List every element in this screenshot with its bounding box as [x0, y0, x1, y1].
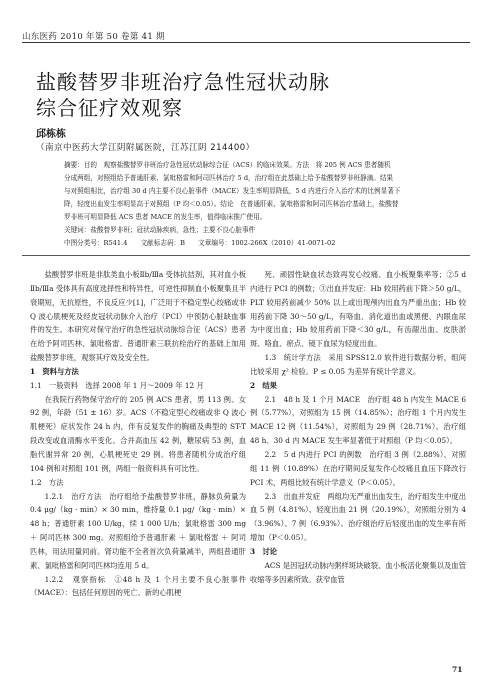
- article-title-line-1: 盐酸替罗非班治疗急性冠状动脉: [36, 70, 330, 94]
- author-name: 邱栋栋: [36, 129, 66, 140]
- abstract-line: 摘要：目的 观察盐酸替罗非班治疗急性冠状动脉综合征（ACS）的临床效果。方法 将 205 例 ACS 患者随机: [64, 161, 391, 169]
- journal-header: 山东医药 2010 年第 50 卷第 41 期: [22, 32, 165, 42]
- page-number: 71: [452, 665, 463, 674]
- author-affiliation: （南京中医药大学江阴附属医院，江苏江阴 214400）: [36, 143, 255, 153]
- section-heading: 1 资料与方法: [30, 366, 79, 376]
- body-paragraph: 2.2 5 d 内进行 PCI 的例数 治疗组 3 例（2.88%）、对照组 11 例（10.89%）在治疗期间反复发作心绞痛且血压下降改行 PCI 术，两组比较有统计学意义（P＜0.05）。: [250, 449, 466, 487]
- body-paragraph: 在我院行药物保守治疗的 205 例 ACS 患者，男 113 例、女 92 例，年龄（51 ± 16）岁。ACS（不稳定型心绞痛或非 Q 波心肌梗死）症状发作 24 h 内，伴有反复发作的胸痛及典型的 ST-T 段改变或血清酶水平变化。合并高血压 42 例，糖尿病 53 例，血脂代谢异常 20 例，心肌梗死史 29 例。将患者随机分成治疗组 104 例和对照组 101 例，两组一般资料具有可比性。: [30, 394, 246, 473]
- classification-line: 中图分类号：R541.4 文献标志码：B 文章编号：1002-266X（2010）41-0071-02: [64, 239, 336, 247]
- subsection-heading: 1.2 方法: [30, 477, 64, 487]
- article-title-line-2: 综合征疗效观察: [36, 96, 183, 120]
- body-paragraph: 死、顽固性缺血状态致再发心绞痛、血小板聚集率等；②5 d 内进行 PCI 的例数；③出血并发症：Hb 较用药前下降＞50 g/L，PLT 较用药前减少 50% 以上或出现颅内出血为严重出血；Hb 较用药前下降 30～50 g/L，有咯血、消化道出血或黑便、内眼血尿为中度出血；Hb 较用药前下降＜30 g/L，有齿龈出血、皮肤淤斑、咯血、瘀点、镜下血尿为轻度出血。: [250, 270, 466, 349]
- section-heading: 3 讨论: [250, 546, 277, 556]
- subsection-heading: 1.1 一般资料 选择 2008 年 1 月～2009 年 12 月: [30, 380, 204, 390]
- body-paragraph: 2.3 出血并发症 两组均无严重出血发生，治疗组发生中度出血 5 例（4.81%）、轻度出血 21 例（20.19%），对照组分别为 4（3.96%）、7 例（6.93%）。治疗组治疗后轻度出血的发生率有所增加（P＜0.05）。: [250, 491, 466, 543]
- abstract-line: 罗非班可明显降低 ACS 患者 MACE 的发生率，值得临床推广使用。: [64, 213, 267, 221]
- left-column: [30, 268, 246, 600]
- body-paragraph: 盐酸替罗非班是非肽类血小板Ⅱb/Ⅲa 受体抗拮剂，其对血小板Ⅱb/Ⅲa 受体具有高度选择性和特异性，可逆性抑制血小板聚集且半衰期短，无抗原性，不良反应少[1]，广泛用于不稳定型心绞痛或非 Q 波心肌梗死及经皮冠状动脉介入治疗（PCI）中预防心脏缺血事件的发生。本研究对保守治疗的急性冠状动脉综合征（ACS）患者在给予阿司匹林、氯吡格雷、普通肝素三联抗栓治疗的基础上加用盐酸替罗非班，观察其疗效及安全性。: [30, 270, 246, 363]
- header-rule: [22, 42, 470, 43]
- abstract-line: 分成两组，对照组给予普通肝素、氯吡格雷和阿司匹林治疗 5 d，治疗组在此基础上给予盐酸替罗非班静滴。结果: [64, 174, 394, 182]
- body-paragraph: 1.3 统计学方法 采用 SPSS12.0 软件进行数据分析，组间比较采用 χ² 检验。P ≤ 0.05 为差异有统计学意义。: [250, 353, 466, 376]
- keywords-line: 关键词：盐酸替罗非班；冠状动脉疾病，急性；主要不良心脏事件: [64, 226, 256, 234]
- body-paragraph: 1.2.2 观察指标 ①48 h 及 1 个月主要不良心脏事件（MACE）：包括任何原因的死亡、新的心肌梗: [30, 574, 246, 598]
- section-heading: 2 结果: [250, 380, 277, 390]
- abstract-line: 降，轻度出血发生率明显高于对照组（P 均＜0.05）。结论 在普通肝素、氯吡格雷和阿司匹林治疗基础上，盐酸替: [64, 200, 399, 208]
- right-column: [250, 268, 466, 586]
- body-paragraph: 1.2.1 治疗方法 治疗组给予盐酸替罗非班，静脉负荷量为 0.4 μg/（kg · min）× 30 min，维持量 0.1 μg/（kg · min）× 48 h；普通肝素 100 U/kg，续 1 000 U/h；氯吡格雷 300 mg ＋ 阿司匹林 300 mg。对照组给予普通肝素 ＋ 氯吡格雷 ＋ 阿司匹林，用法用量同前。肾功能不全者首次负荷量减半，两组普通肝素、氯吡格雷和阿司匹林均连用 5 d。: [30, 491, 246, 570]
- abstract-line: 与对照组相比，治疗组 30 d 内主要不良心脏事件（MACE）发生率明显降低，5 d 内进行介入治疗术的比例显著下: [64, 187, 401, 195]
- body-paragraph: 2.1 48 h 及 1 个月 MACE 治疗组 48 h 内发生 MACE 6 例（5.77%），对照组为 15 例（14.85%）；治疗组 1 个月内发生 MACE 12 例（11.54%），对照组为 29 例（28.71%）。治疗组 48 h、30 d 内 MACE 发生率显著低于对照组（P 均＜0.05）。: [250, 394, 466, 446]
- body-paragraph: ACS 是因冠状动脉内粥样斑块破裂、血小板活化聚集以及血管收缩等多因素所致。获窄血管: [250, 560, 466, 584]
- abstract-divider: [22, 255, 470, 256]
